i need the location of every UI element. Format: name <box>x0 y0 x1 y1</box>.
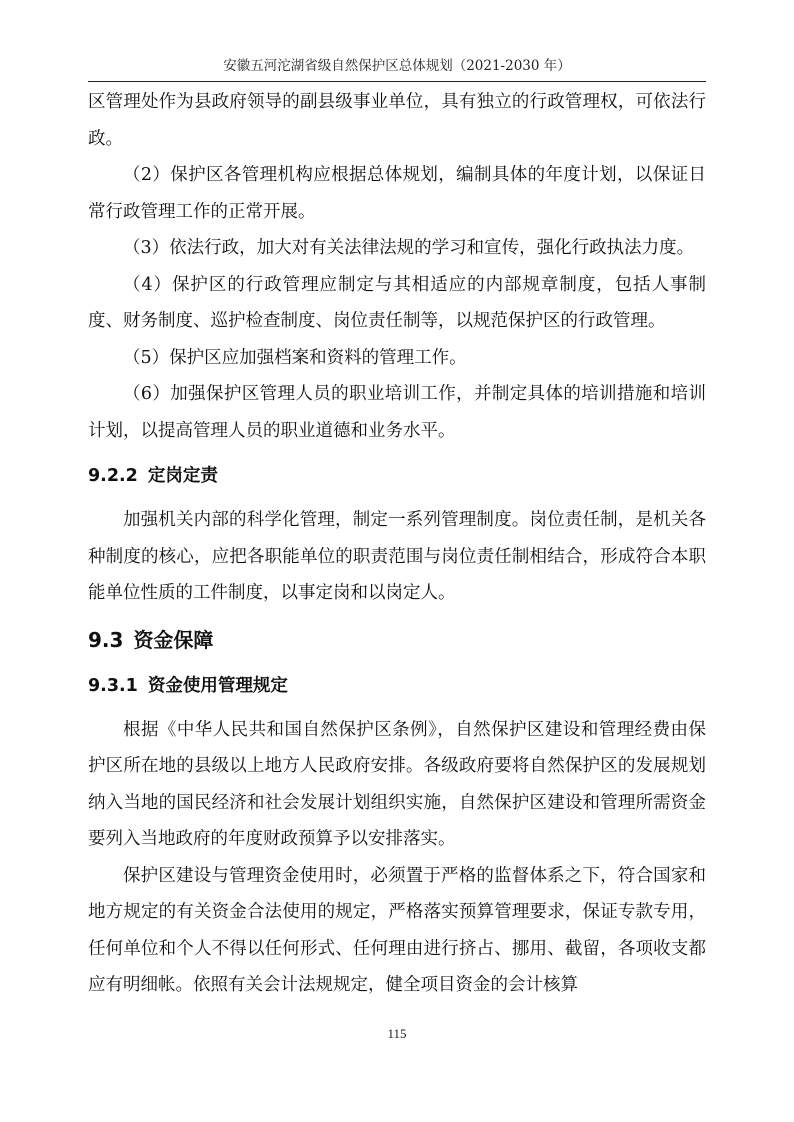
section-heading-9-3-1 <box>88 672 706 700</box>
document-body <box>88 84 706 1004</box>
list-item-4: （4）保护区的行政管理应制定与其相适应的内部规章制度，包括人事制度、财务制度、巡护检查制度、岗位责任制等，以规范保护区的行政管理。 <box>88 274 706 331</box>
section-number: 9.3 <box>88 627 124 652</box>
list-item-3: （3）依法行政，加大对有关法律法规的学习和宣传，强化行政执法力度。 <box>123 238 695 258</box>
section-heading-9-2-2 <box>88 462 706 490</box>
page-number: 115 <box>387 1026 407 1041</box>
section-title: 资金保障 <box>133 627 214 652</box>
header-rule <box>88 81 706 82</box>
section-number: 9.2.2 <box>88 466 138 486</box>
page-header: 安徽五河沱湖省级自然保护区总体规划（2021-2030 年） <box>223 58 571 74</box>
list-item-5: （5）保护区应加强档案和资料的管理工作。 <box>123 347 467 368</box>
paragraph-1: 区管理处作为县政府领导的副县级事业单位，具有独立的行政管理权，可依法行政。 <box>88 92 706 149</box>
section-number: 9.3.1 <box>88 675 138 696</box>
section-title: 资金使用管理规定 <box>147 675 288 696</box>
paragraph-7: 加强机关内部的科学化管理，制定一系列管理制度。岗位责任制，是机关各种制度的核心，应把各职能单位的职责范围与岗位责任制相结合，形成符合本职能单位性质的工件制度，以事定岗和以岗定人。 <box>88 510 706 603</box>
section-title: 定岗定责 <box>147 466 218 486</box>
section-heading-9-3 <box>88 624 706 656</box>
list-item-6: （6）加强保护区管理人员的职业培训工作，并制定具体的培训措施和培训计划，以提高管理人员的职业道德和业务水平。 <box>88 384 706 441</box>
paragraph-8: 根据《中华人民共和国自然保护区条例》，自然保护区建设和管理经费由保护区所在地的县级以上地方人民政府安排。各级政府要将自然保护区的发展规划纳入当地的国民经济和社会发展计划组织实施，自然保护区建设和管理所需资金要列入当地政府的年度财政预算予以安排落实。 <box>88 719 706 849</box>
list-item-2: （2）保护区各管理机构应根据总体规划，编制具体的年度计划，以保证日常行政管理工作的正常开展。 <box>88 165 706 222</box>
paragraph-9: 保护区建设与管理资金使用时，必须置于严格的监督体系之下，符合国家和地方规定的有关资金合法使用的规定，严格落实预算管理要求，保证专款专用，任何单位和个人不得以任何形式、任何理由进行挤占、挪用、截留，各项收支都应有明细帐。依照有关会计法规规定，健全项目资金的会计核算 <box>88 865 706 995</box>
